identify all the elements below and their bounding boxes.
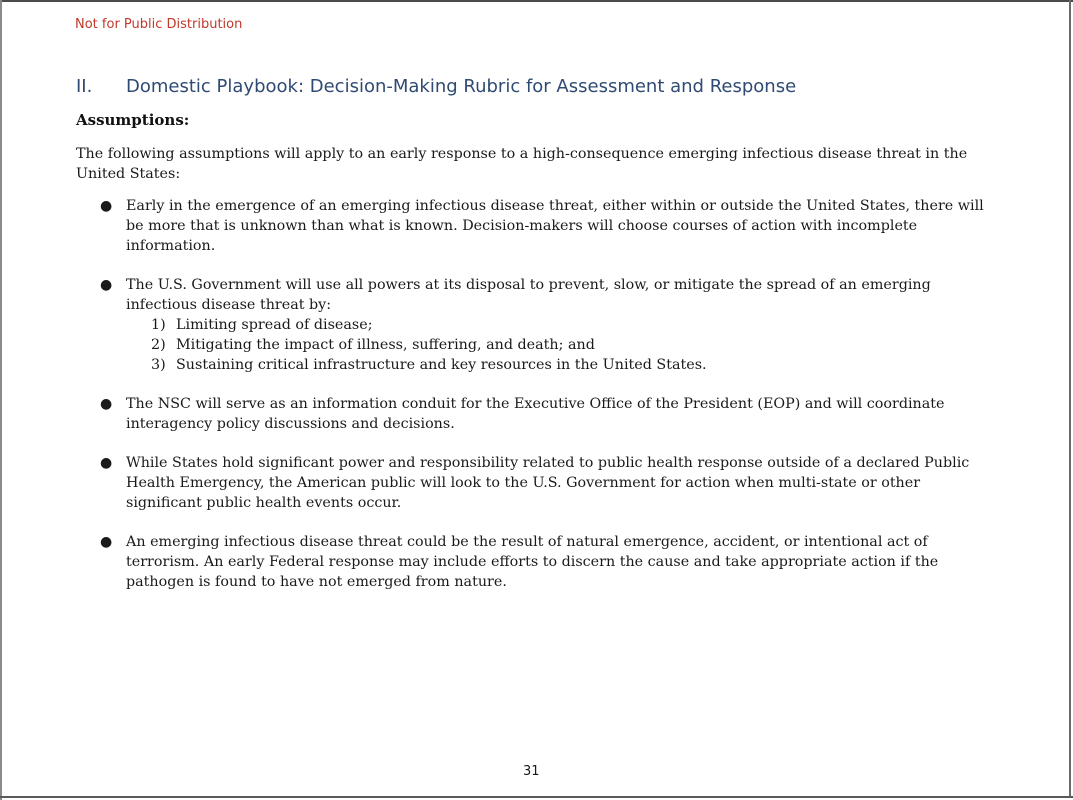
assumptions-list bbox=[76, 196, 996, 611]
section-title: Domestic Playbook: Decision-Making Rubric for Assessment and Response bbox=[126, 76, 797, 97]
assumption-text: While States hold significant power and responsibility related to public health response outside of a declared Public Health Emergency, the American public will look to the U.S. Government for action when multi-state or other significant public health events occur. bbox=[126, 455, 970, 511]
assumption-text: The U.S. Government will use all powers at its disposal to prevent, slow, or mitigate the spread of an emerging infectious disease threat by: bbox=[126, 277, 931, 313]
intro-paragraph: The following assumptions will apply to an early response to a high-consequence emerging infectious disease threat in the United States: bbox=[76, 146, 968, 182]
page-border-right bbox=[1069, 0, 1071, 798]
page-number: 31 bbox=[523, 764, 540, 779]
assumption-text: Early in the emergence of an emerging infectious disease threat, either within or outside the United States, there will be more that is unknown than what is known. Decision-makers will choose courses of action with incomplete information. bbox=[126, 198, 984, 254]
sublist-item bbox=[126, 335, 996, 355]
bullet-icon: ● bbox=[100, 455, 113, 471]
page-border-left bbox=[0, 0, 2, 800]
bullet-icon: ● bbox=[100, 277, 113, 293]
sublist-text: Mitigating the impact of illness, suffering, and death; and bbox=[176, 337, 595, 353]
assumption-item bbox=[76, 453, 996, 513]
assumption-item bbox=[76, 394, 996, 434]
classification-marking: Not for Public Distribution bbox=[75, 17, 243, 32]
assumption-item bbox=[76, 532, 996, 592]
sublist-item bbox=[126, 315, 996, 335]
sublist-item bbox=[126, 355, 996, 375]
assumption-item bbox=[76, 196, 996, 256]
assumption-item bbox=[76, 275, 996, 375]
section-number: II. bbox=[76, 76, 93, 97]
assumption-text: The NSC will serve as an information conduit for the Executive Office of the President (EOP) and will coordinate interagency policy discussions and decisions. bbox=[126, 396, 945, 432]
sublist-number: 3) bbox=[151, 357, 166, 373]
sublist-number: 2) bbox=[151, 337, 166, 353]
bullet-icon: ● bbox=[100, 198, 113, 214]
sublist-text: Sustaining critical infrastructure and key resources in the United States. bbox=[176, 357, 707, 373]
page-border-top bbox=[0, 0, 1073, 2]
assumption-sublist bbox=[126, 315, 996, 375]
page-border-bottom bbox=[0, 796, 1073, 798]
bullet-icon: ● bbox=[100, 534, 113, 550]
assumption-text: An emerging infectious disease threat could be the result of natural emergence, accident, or intentional act of terrorism. An early Federal response may include efforts to discern the cause and take appropriate action if the pathogen is found to have not emerged from nature. bbox=[126, 534, 939, 590]
sublist-text: Limiting spread of disease; bbox=[176, 317, 373, 333]
sublist-number: 1) bbox=[151, 317, 166, 333]
bullet-icon: ● bbox=[100, 396, 113, 412]
section-heading bbox=[76, 76, 796, 97]
assumptions-heading: Assumptions: bbox=[76, 111, 190, 129]
